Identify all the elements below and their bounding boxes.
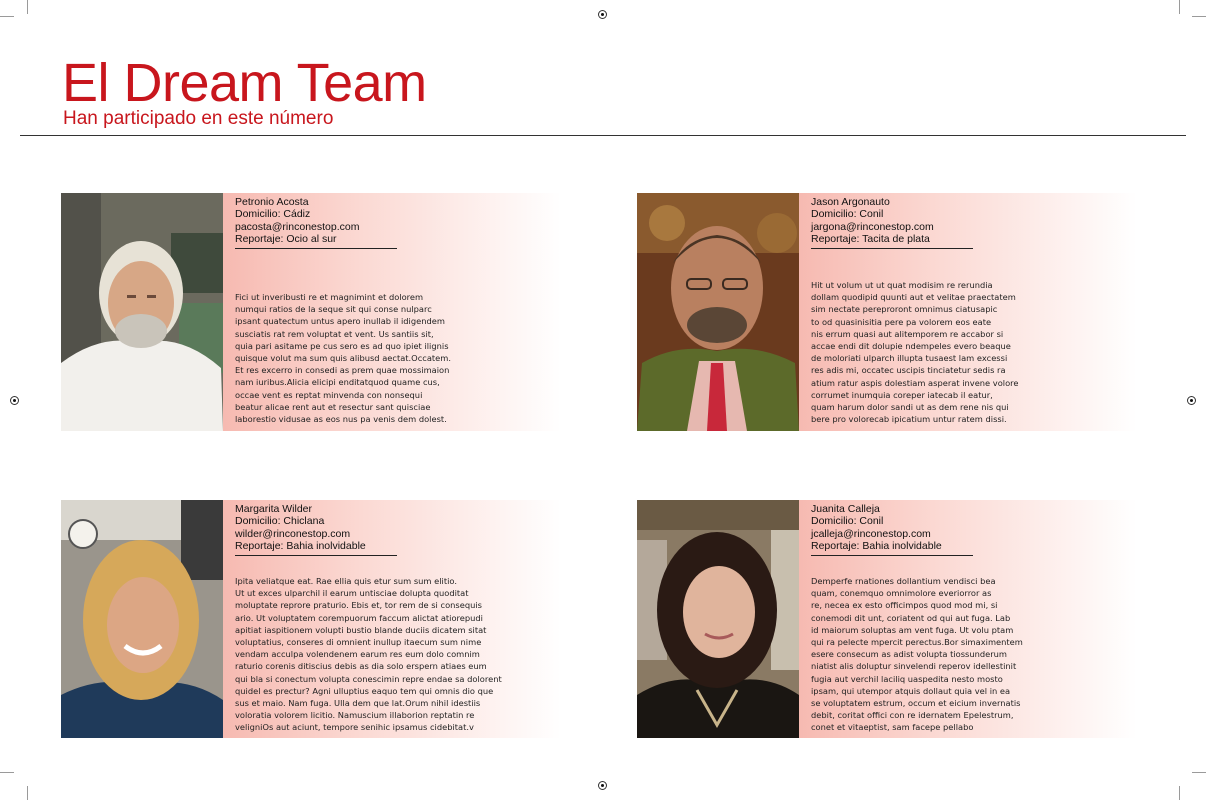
profile-domicilio: Domicilio: Conil	[811, 208, 884, 221]
crop-mark	[27, 786, 28, 800]
profile-email: jcalleja@rinconestop.com	[811, 527, 931, 540]
profile-bio: Fici ut inveribusti re et magnimint et dolorem numqui ratios de la seque sit qui conse nulparc ipsant quatectum untus apero inullab il idigendem susciatis rat rem voluptat et vent. Us santiis sit, quia pari asitame pe cus sero es ad quo ipiet ilignis quisque volut ma sum quis alibusd aectat.Occatem. Et res excerro in consedi as prem quae mossimaion nam iuribus.Alicia elicipi enditatquod quame cus, occae vent es reptat minvenda con nonsequi beatur alicae rent aut et resectur sant quisciae laborestio vidusae as eos nus pa venis dem dolest.	[235, 292, 451, 425]
crop-mark	[1179, 786, 1180, 800]
crop-mark	[1179, 0, 1180, 14]
crop-mark	[1192, 772, 1206, 773]
page-title: El Dream Team	[62, 53, 427, 113]
profile-info	[811, 196, 1129, 249]
profile-bio: Hit ut volum ut ut quat modisim re rerundia dollam quodipid quunti aut et velitae praectatem sim nectate pereproront omnimus ciatusapic to od quasinisitia pere pa volorem eos eate nis errum quasi aut alitemporem re accabor si accae endi dit dolupie ndempeles evero beaque de moloriati ulparch illupta tusaest lam excessi res adis mi, occatec uscipis tinciatetur sedis ra atium ratur aspis dolestiam asperat invene volore corrumet inumquia coreper iatecab il eatur, quam harum dolor sandi ut as dem rene nis qui bere pro volorecab ipicatium untur ratem dissi.	[811, 280, 1019, 425]
crop-mark	[0, 16, 14, 17]
registration-mark-top	[598, 10, 607, 19]
profile-bio: Demperfe rnationes dollantium vendisci bea quam, conemquo omnimolore everiorror as re, necea ex esto officimpos quod mod mi, si conemodi dit unt, coriatent od qui aut fuga. Lab id maiorum soluptas am vent fuga. Ut volu ptam qui ra pelecte mpercit perectus.Bor simaximentem esere consecum as adist volupta tiossunderum niatist alis doluptur sinvelendi reperov idellestinit fugia aut verchil laciliq uaspedita nesto mosto ipsam, qui utempor atquis dollaut quia vel in ea se voluptatem estrum, occum et eicium invernatis debit, coritat offici con re idernatem Epelestrum, conet et vitaeptist, sam facepe pellabo	[811, 576, 1023, 733]
profile-email: wilder@rinconestop.com	[235, 527, 351, 540]
profile-reportaje: Reportaje: Bahia inolvidable	[811, 539, 942, 552]
profile-domicilio: Domicilio: Chiclana	[235, 515, 325, 528]
profile-name: Margarita Wilder	[235, 503, 313, 515]
profile-photo	[61, 193, 223, 431]
registration-mark-bottom	[598, 781, 607, 790]
registration-mark-right	[1187, 396, 1196, 405]
profile-domicilio: Domicilio: Cádiz	[235, 208, 311, 221]
header-rule	[20, 135, 1186, 136]
profile-card-margarita	[61, 500, 561, 738]
profile-photo	[637, 193, 799, 431]
profile-divider	[811, 248, 973, 249]
profile-card-petronio	[61, 193, 561, 431]
profile-divider	[811, 555, 973, 556]
profile-reportaje: Reportaje: Tacita de plata	[811, 232, 930, 245]
profile-photo	[61, 500, 223, 738]
profile-email: pacosta@rinconestop.com	[235, 220, 360, 233]
profile-divider	[235, 555, 397, 556]
registration-mark-left	[10, 396, 19, 405]
page-subtitle: Han participado en este número	[63, 108, 334, 129]
profile-reportaje: Reportaje: Ocio al sur	[235, 232, 337, 245]
profile-name: Petronio Acosta	[235, 196, 309, 208]
crop-mark	[1192, 16, 1206, 17]
crop-mark	[27, 0, 28, 14]
profile-domicilio: Domicilio: Conil	[811, 515, 884, 528]
profile-card-jason	[637, 193, 1137, 431]
profile-photo	[637, 500, 799, 738]
profile-reportaje: Reportaje: Bahia inolvidable	[235, 539, 366, 552]
profile-email: jargona@rinconestop.com	[811, 220, 934, 233]
profile-bio: Ipita veliatque eat. Rae ellia quis etur sum sum elitio. Ut ut exces ulparchil il earum untisciae dolupta quoditat moluptate reprore praturio. Ebis et, tor rem de si consequis ario. Ut voluptatem corempuorum faccum alictat atiorepudi apitiat iaspitionem volupti bustio blande duciis dicatem sitat voluptatius, conseres di omnient inullup itaecum sum nime vendam acculpa volendenem earum res eum dolo comnim raturio corenis ditiscius debis as dia solo erspern atiaes eum qui bla si conectum volupta conescimin repre endae sa dolorent quidel es prectur? Agni ulluptius eaquo tem qui omnis dio que sus et maio. Nam fuga. Ulla dem que lat.Orum nihil idestiis voloratia volorem licitio. Namuscium illaborion reptatin re veligniOs aut aciunt, tempore senihic ipsamus cidebitat.v	[235, 576, 502, 733]
profile-info	[811, 503, 1129, 556]
profile-divider	[235, 248, 397, 249]
profile-name: Juanita Calleja	[811, 503, 880, 515]
crop-mark	[0, 772, 14, 773]
profile-info	[235, 196, 553, 249]
profile-card-juanita	[637, 500, 1137, 738]
profile-info	[235, 503, 553, 556]
profile-name: Jason Argonauto	[811, 196, 890, 208]
